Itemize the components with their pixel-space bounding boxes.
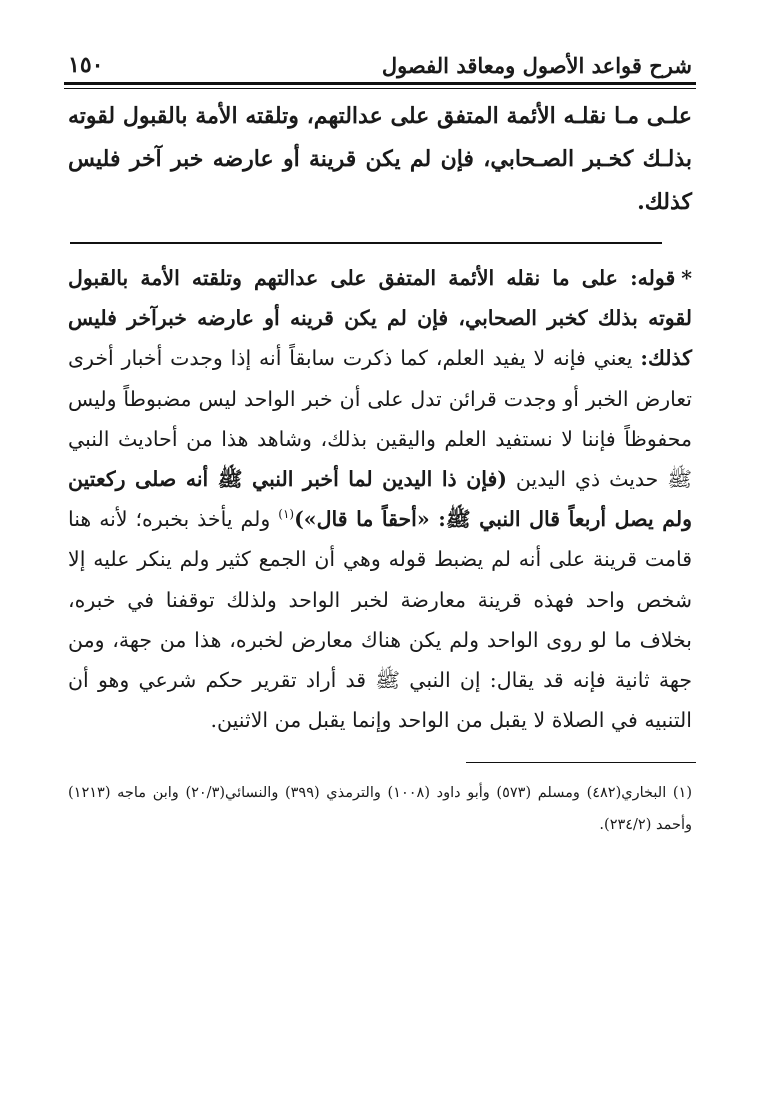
commentary-body-2: ولم يأخذ بخبره؛ لأنه هنا قامت قرينة على أنه لم يضبط قوله وهي أن الجمع كثير ولم ينكر عليه إلا شخص واحد فهذه قرينة معارضة لخبر الواحد ولذلك توقفنا في خبره، بخلاف ما لو روى الواحد ولم يكن هناك معارض لخبره، هذا من جهة، ومن جهة ثانية فإنه قد يقال: إن النبي ﷺ قد أراد تقرير حكم شرعي وهو أن التنبيه في الصلاة لا يقبل من الواحد وإنما يقبل من الاثنين. [68,507,692,733]
commentary-paragraph [64,258,696,740]
running-header [64,40,696,76]
hadith-quote: (فإن ذا اليدين لما أخبر النبي ﷺ أنه صلى ركعتين ولم يصل أربعاً قال النبي ﷺ: «أحقاً ما قال») [68,467,693,532]
header-rule [64,82,696,89]
footnote-reference: (١) [278,507,295,522]
footnote: (١) البخاري(٤٨٢) ومسلم (٥٧٣) وأبو داود (١٠٠٨) والترمذي (٣٩٩) والنسائي(٢٠/٣) وابن ماجه (١٢١٣) وأحمد (٢٣٤/٢). [68,785,692,834]
commentary-body-1: يعني فإنه لا يفيد العلم، كما ذكرت سابقاً أنه إذا وجدت أخبار أخرى تعارض الخبر أو وجدت قرائن تدل على أن خبر الواحد ليس مضبوطاً وليس محفوظاً فإننا لا نستفيد العلم واليقين بذلك، وشاهد هذا من أحاديث النبي ﷺ حديث ذي اليدين [68,346,692,492]
footnote-rule-wrap [64,740,696,763]
page-number: ١٥٠ [68,52,104,78]
commentary-quote: قوله: على ما نقله الأئمة المتفق على عدالتهم وتلقته الأمة بالقبول لقوته بذلك كخبر الصحابي، فإن لم يكن قرينه أو عارضه خبرآخر فليس كذلك: [68,266,692,371]
running-title: شرح قواعد الأصول ومعاقد الفصول [381,53,692,78]
book-page [64,40,696,841]
star-marker: * [681,266,692,290]
matn-separator [70,242,662,244]
footnote-rule [466,762,696,763]
matn-text: علـى مـا نقلـه الأئمة المتفق على عدالتهم، وتلقته الأمة بالقبول لقوته بذلـك كخـبر الصـحابي، فإن لم يكن قرينة أو عارضه خبر آخر فليس كذلك. [68,103,692,215]
